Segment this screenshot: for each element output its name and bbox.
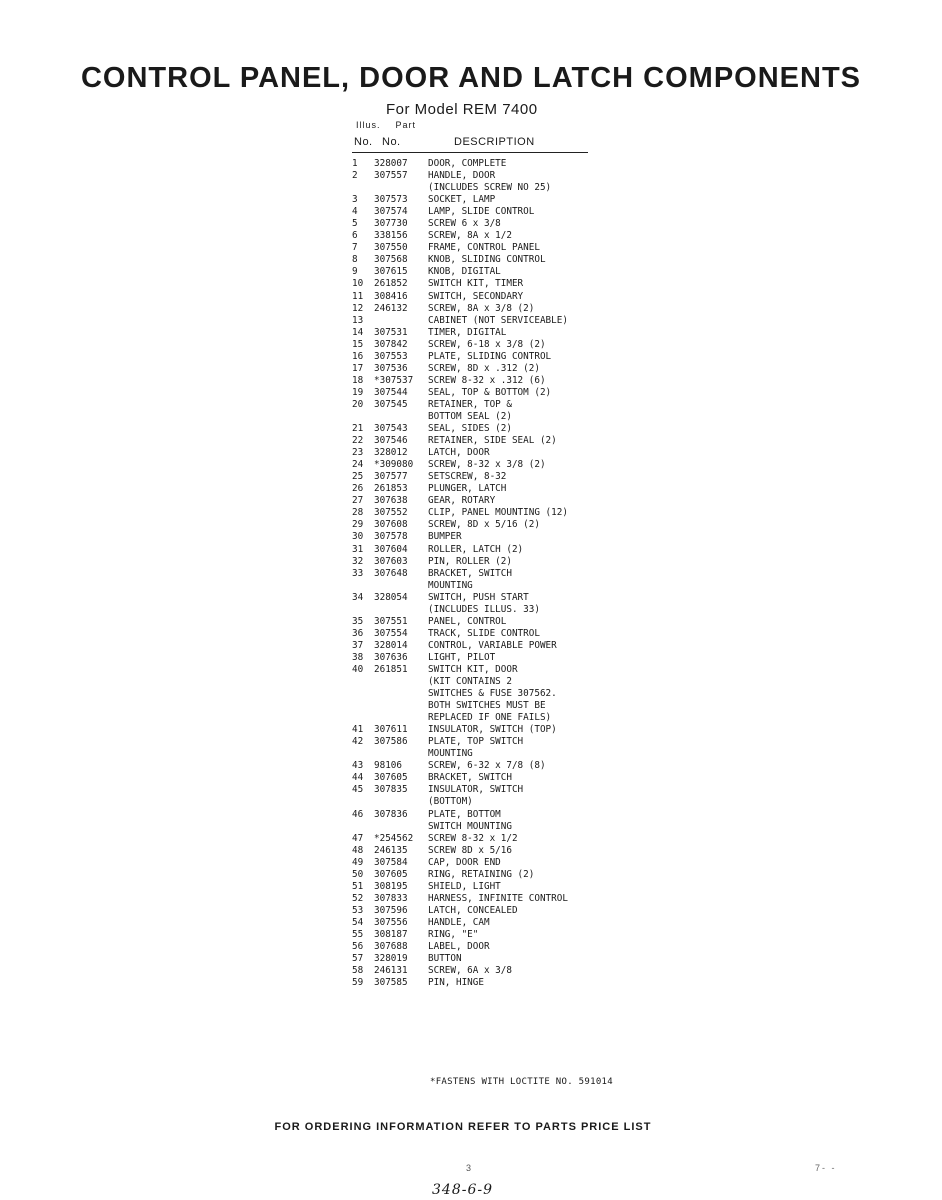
illus-number: 14	[352, 326, 364, 338]
table-row	[352, 748, 612, 760]
table-row	[352, 905, 612, 917]
part-number: 98106	[374, 760, 402, 772]
table-row	[352, 664, 612, 676]
part-description: PANEL, CONTROL	[428, 615, 507, 627]
table-row	[352, 857, 612, 869]
table-row	[352, 869, 612, 881]
part-description: (KIT CONTAINS 2	[428, 676, 512, 688]
table-row	[352, 170, 612, 182]
part-number: 307608	[374, 519, 408, 531]
illus-number: 22	[352, 435, 364, 447]
column-header-no: No.	[354, 136, 373, 148]
part-number: 261852	[374, 278, 408, 290]
part-description: TRACK, SLIDE CONTROL	[428, 627, 540, 639]
table-row	[352, 736, 612, 748]
part-description: SCREW, 8D x .312 (2)	[428, 362, 540, 374]
table-row	[352, 544, 612, 556]
part-number: 307596	[374, 904, 408, 916]
illus-number: 1	[352, 158, 358, 169]
part-number	[374, 712, 428, 724]
part-description: BUMPER	[428, 531, 462, 543]
part-number: 307531	[374, 326, 408, 338]
part-description: SCREW, 8A x 3/8 (2)	[428, 302, 535, 314]
illus-number: 50	[352, 868, 364, 880]
part-description: SOCKET, LAMP	[428, 194, 496, 206]
column-header-top	[356, 120, 416, 130]
illus-number: 10	[352, 278, 364, 290]
part-number: 307543	[374, 423, 408, 435]
part-description: SHIELD, LIGHT	[428, 880, 501, 892]
part-description: PLATE, TOP SWITCH	[428, 736, 524, 748]
part-description: PIN, ROLLER (2)	[428, 555, 512, 567]
part-description: DOOR, COMPLETE	[428, 158, 507, 169]
illus-number: 12	[352, 302, 364, 314]
illus-number: 16	[352, 350, 364, 362]
table-row	[352, 796, 612, 808]
illus-number: 48	[352, 844, 364, 856]
part-number: 307553	[374, 350, 408, 362]
table-row	[352, 881, 612, 893]
part-description: PIN, HINGE	[428, 977, 484, 989]
part-number: 307568	[374, 254, 408, 266]
table-row	[352, 194, 612, 206]
part-number: 328014	[374, 639, 408, 651]
part-description: INSULATOR, SWITCH	[428, 784, 524, 796]
part-number: 328019	[374, 953, 408, 965]
table-row	[352, 447, 612, 459]
illus-number: 42	[352, 736, 364, 748]
part-number: 307604	[374, 543, 408, 555]
part-number: 308187	[374, 929, 408, 940]
table-row	[352, 531, 612, 543]
illus-number: 49	[352, 856, 364, 868]
part-number: 307730	[374, 218, 408, 230]
illus-number: 31	[352, 543, 364, 555]
part-number: 328007	[374, 158, 408, 169]
table-row	[352, 845, 612, 857]
part-number: 307605	[374, 868, 408, 880]
part-number: 307556	[374, 916, 408, 928]
part-description: KNOB, DIGITAL	[428, 266, 501, 278]
illus-number	[352, 796, 374, 808]
part-description: SEAL, SIDES (2)	[428, 423, 512, 435]
illus-number: 24	[352, 459, 364, 471]
illus-number: 17	[352, 362, 364, 374]
part-number: 307550	[374, 242, 408, 254]
table-row	[352, 278, 612, 290]
illus-number: 33	[352, 567, 364, 579]
illus-number: 54	[352, 916, 364, 928]
part-description: LIGHT, PILOT	[428, 651, 496, 663]
part-description: CAP, DOOR END	[428, 856, 501, 868]
table-row	[352, 688, 612, 700]
illus-number: 59	[352, 977, 364, 989]
illus-number: 2	[352, 170, 358, 182]
part-number: 307648	[374, 567, 408, 579]
part-description: SCREW 8-32 x 1/2	[428, 832, 518, 844]
part-description: SWITCH KIT, DOOR	[428, 663, 518, 675]
illus-number: 8	[352, 254, 358, 266]
part-number: 307638	[374, 495, 408, 507]
illus-number: 37	[352, 639, 364, 651]
part-description: SCREW, 8-32 x 3/8 (2)	[428, 459, 546, 471]
table-row	[352, 351, 612, 363]
ordering-note: FOR ORDERING INFORMATION REFER TO PARTS PRICE LIST	[274, 1121, 652, 1133]
table-row	[352, 712, 612, 724]
part-description: LABEL, DOOR	[428, 941, 490, 953]
illus-number	[352, 182, 374, 194]
illus-number: 19	[352, 386, 364, 398]
table-row	[352, 556, 612, 568]
illus-number	[352, 676, 374, 688]
part-number: 307688	[374, 941, 408, 953]
table-row	[352, 628, 612, 640]
table-row	[352, 399, 612, 411]
table-row	[352, 303, 612, 315]
part-description: HANDLE, DOOR	[428, 170, 496, 182]
illus-number: 47	[352, 832, 364, 844]
illus-number: 40	[352, 663, 364, 675]
part-description: BOTTOM SEAL (2)	[428, 410, 512, 422]
table-row	[352, 363, 612, 375]
part-description: RETAINER, TOP &	[428, 398, 512, 410]
illus-number	[352, 712, 374, 724]
table-row	[352, 941, 612, 953]
part-number: 307574	[374, 206, 408, 218]
illus-number: 35	[352, 615, 364, 627]
table-row	[352, 242, 612, 254]
part-description: SCREW, 6A x 3/8	[428, 965, 512, 977]
table-row	[352, 676, 612, 688]
part-number	[374, 688, 428, 700]
illus-number	[352, 748, 374, 760]
part-number	[374, 796, 428, 808]
part-number: *254562	[374, 832, 414, 844]
part-number: 307578	[374, 531, 408, 543]
illus-number	[352, 604, 374, 616]
column-header-description: DESCRIPTION	[454, 136, 535, 148]
illus-number: 29	[352, 519, 364, 531]
part-description: (BOTTOM)	[428, 796, 473, 808]
illus-number: 34	[352, 591, 364, 603]
table-row	[352, 568, 612, 580]
table-row	[352, 833, 612, 845]
table-row	[352, 580, 612, 592]
illus-number: 57	[352, 953, 364, 965]
part-number: 246131	[374, 965, 408, 977]
illus-number: 51	[352, 880, 364, 892]
part-number: 328054	[374, 591, 408, 603]
illus-number: 56	[352, 941, 364, 953]
table-row	[352, 519, 612, 531]
table-row	[352, 965, 612, 977]
illus-number: 20	[352, 398, 364, 410]
illus-number	[352, 580, 374, 592]
part-description: SCREW, 6-18 x 3/8 (2)	[428, 338, 546, 350]
illus-number: 15	[352, 338, 364, 350]
table-row	[352, 724, 612, 736]
part-description: CLIP, PANEL MOUNTING (12)	[428, 507, 568, 519]
part-description: SCREW, 8D x 5/16 (2)	[428, 519, 540, 531]
part-description: SWITCH, PUSH START	[428, 591, 529, 603]
table-row	[352, 327, 612, 339]
part-number: 307836	[374, 808, 408, 820]
part-number	[374, 676, 428, 688]
illus-number: 9	[352, 266, 358, 278]
part-number: 307557	[374, 170, 408, 182]
part-number: 307842	[374, 338, 408, 350]
table-row	[352, 917, 612, 929]
illus-number	[352, 688, 374, 700]
part-number	[374, 315, 428, 327]
table-row	[352, 411, 612, 423]
table-row	[352, 784, 612, 796]
table-row	[352, 652, 612, 664]
part-description: SCREW 8D x 5/16	[428, 844, 512, 856]
table-row	[352, 459, 612, 471]
illus-number	[352, 700, 374, 712]
part-description: LATCH, DOOR	[428, 447, 490, 459]
illus-number: 52	[352, 892, 364, 904]
illus-number: 43	[352, 760, 364, 772]
part-number: 261853	[374, 483, 408, 495]
part-description: LATCH, CONCEALED	[428, 904, 518, 916]
table-row	[352, 339, 612, 351]
illus-number: 30	[352, 531, 364, 543]
part-number	[374, 182, 428, 194]
table-row	[352, 821, 612, 833]
table-row	[352, 375, 612, 387]
table-row	[352, 809, 612, 821]
table-row	[352, 616, 612, 628]
part-number: 307545	[374, 398, 408, 410]
part-number: 308195	[374, 880, 408, 892]
illus-number	[352, 411, 374, 423]
part-number: 246135	[374, 844, 408, 856]
table-row	[352, 266, 612, 278]
part-number: 328012	[374, 447, 408, 459]
part-description: SWITCH MOUNTING	[428, 820, 512, 832]
illus-number: 3	[352, 194, 358, 206]
illus-number: 55	[352, 929, 364, 940]
part-description: MOUNTING	[428, 579, 473, 591]
part-description: RING, RETAINING (2)	[428, 868, 535, 880]
part-number: 246132	[374, 302, 408, 314]
illus-number: 46	[352, 808, 364, 820]
table-row	[352, 592, 612, 604]
part-description: RETAINER, SIDE SEAL (2)	[428, 435, 557, 447]
table-row	[352, 604, 612, 616]
part-description: RING, "E"	[428, 929, 479, 940]
table-row	[352, 495, 612, 507]
part-description: BRACKET, SWITCH	[428, 772, 512, 784]
header-illus: Illus.	[356, 120, 381, 130]
illus-number: 28	[352, 507, 364, 519]
page-title: CONTROL PANEL, DOOR AND LATCH COMPONENTS	[80, 62, 862, 94]
table-row	[352, 507, 612, 519]
part-number: 307611	[374, 724, 408, 736]
illus-number: 21	[352, 423, 364, 435]
part-number: 307605	[374, 772, 408, 784]
illus-number	[352, 821, 374, 833]
part-description: SWITCH KIT, TIMER	[428, 278, 524, 290]
table-row	[352, 977, 612, 989]
part-description: INSULATOR, SWITCH (TOP)	[428, 724, 557, 736]
illus-number: 6	[352, 230, 358, 242]
part-description: LAMP, SLIDE CONTROL	[428, 206, 535, 218]
illus-number: 41	[352, 724, 364, 736]
loctite-footnote: *FASTENS WITH LOCTITE NO. 591014	[430, 1077, 613, 1087]
table-row	[352, 483, 612, 495]
part-description: PLATE, SLIDING CONTROL	[428, 350, 552, 362]
part-number	[374, 748, 428, 760]
table-row	[352, 929, 612, 941]
part-number: 307615	[374, 266, 408, 278]
part-number: *309080	[374, 459, 414, 471]
part-number: 261851	[374, 663, 408, 675]
illus-number: 26	[352, 483, 364, 495]
illus-number: 13	[352, 314, 364, 326]
part-number: 307552	[374, 507, 408, 519]
table-row	[352, 387, 612, 399]
part-number: 307833	[374, 892, 408, 904]
part-description: CONTROL, VARIABLE POWER	[428, 639, 557, 651]
part-number: 307585	[374, 977, 408, 989]
part-description: ROLLER, LATCH (2)	[428, 543, 524, 555]
table-row	[352, 230, 612, 242]
header-divider	[352, 152, 588, 153]
column-header-part-no: No.	[382, 136, 401, 148]
table-row	[352, 893, 612, 905]
illus-number: 32	[352, 555, 364, 567]
part-number: *307537	[374, 374, 414, 386]
part-number: 307577	[374, 471, 408, 483]
part-description: BOTH SWITCHES MUST BE	[428, 700, 546, 712]
part-number	[374, 821, 428, 833]
corner-mark: 7- -	[815, 1163, 837, 1173]
illus-number: 38	[352, 651, 364, 663]
part-number: 307536	[374, 362, 408, 374]
header-part: Part	[395, 120, 417, 130]
page-number: 3	[466, 1163, 472, 1173]
part-description: GEAR, ROTARY	[428, 495, 496, 507]
part-number: 307636	[374, 651, 408, 663]
part-description: SWITCHES & FUSE 307562.	[428, 688, 557, 700]
part-description: SCREW 8-32 x .312 (6)	[428, 374, 546, 386]
table-row	[352, 700, 612, 712]
part-description: FRAME, CONTROL PANEL	[428, 242, 540, 254]
illus-number: 4	[352, 206, 358, 218]
part-number: 307586	[374, 736, 408, 748]
part-number: 307546	[374, 435, 408, 447]
part-number: 307544	[374, 386, 408, 398]
part-description: KNOB, SLIDING CONTROL	[428, 254, 546, 266]
part-description: (INCLUDES ILLUS. 33)	[428, 603, 540, 615]
part-description: TIMER, DIGITAL	[428, 326, 507, 338]
part-number: 307573	[374, 194, 408, 206]
part-description: BUTTON	[428, 953, 462, 965]
table-row	[352, 158, 612, 170]
part-description: MOUNTING	[428, 748, 473, 760]
part-number: 307554	[374, 627, 408, 639]
table-row	[352, 640, 612, 652]
part-number: 307835	[374, 784, 408, 796]
parts-list	[352, 158, 612, 989]
part-description: CABINET (NOT SERVICEABLE)	[428, 314, 568, 326]
illus-number: 58	[352, 965, 364, 977]
table-row	[352, 772, 612, 784]
illus-number: 45	[352, 784, 364, 796]
part-description: (INCLUDES SCREW NO 25)	[428, 182, 552, 194]
part-description: BRACKET, SWITCH	[428, 567, 512, 579]
part-description: SCREW 6 x 3/8	[428, 218, 501, 230]
part-description: PLATE, BOTTOM	[428, 808, 501, 820]
part-number: 338156	[374, 230, 408, 242]
illus-number: 27	[352, 495, 364, 507]
table-row	[352, 315, 612, 327]
illus-number: 7	[352, 242, 358, 254]
part-description: SETSCREW, 8-32	[428, 471, 507, 483]
part-number	[374, 700, 428, 712]
table-row	[352, 435, 612, 447]
illus-number: 44	[352, 772, 364, 784]
part-description: SWITCH, SECONDARY	[428, 290, 524, 302]
table-row	[352, 254, 612, 266]
model-subtitle: For Model REM 7400	[386, 101, 538, 118]
illus-number: 36	[352, 627, 364, 639]
part-description: HARNESS, INFINITE CONTROL	[428, 892, 568, 904]
part-description: REPLACED IF ONE FAILS)	[428, 712, 552, 724]
illus-number: 18	[352, 374, 364, 386]
table-row	[352, 291, 612, 303]
table-row	[352, 423, 612, 435]
part-description: SEAL, TOP & BOTTOM (2)	[428, 386, 552, 398]
table-row	[352, 206, 612, 218]
table-row	[352, 182, 612, 194]
part-description: SCREW, 6-32 x 7/8 (8)	[428, 760, 546, 772]
illus-number: 5	[352, 218, 358, 230]
part-number	[374, 604, 428, 616]
illus-number: 11	[352, 290, 364, 302]
illus-number: 53	[352, 904, 364, 916]
table-row	[352, 471, 612, 483]
part-number: 307603	[374, 555, 408, 567]
part-number: 307551	[374, 615, 408, 627]
part-number: 308416	[374, 290, 408, 302]
part-description: HANDLE, CAM	[428, 916, 490, 928]
handwritten-note: 348-6-9	[432, 1182, 493, 1198]
part-description: SCREW, 8A x 1/2	[428, 230, 512, 242]
table-row	[352, 760, 612, 772]
table-row	[352, 953, 612, 965]
part-description: PLUNGER, LATCH	[428, 483, 507, 495]
part-number	[374, 580, 428, 592]
illus-number: 25	[352, 471, 364, 483]
table-row	[352, 218, 612, 230]
part-number: 307584	[374, 856, 408, 868]
part-number	[374, 411, 428, 423]
illus-number: 23	[352, 447, 364, 459]
